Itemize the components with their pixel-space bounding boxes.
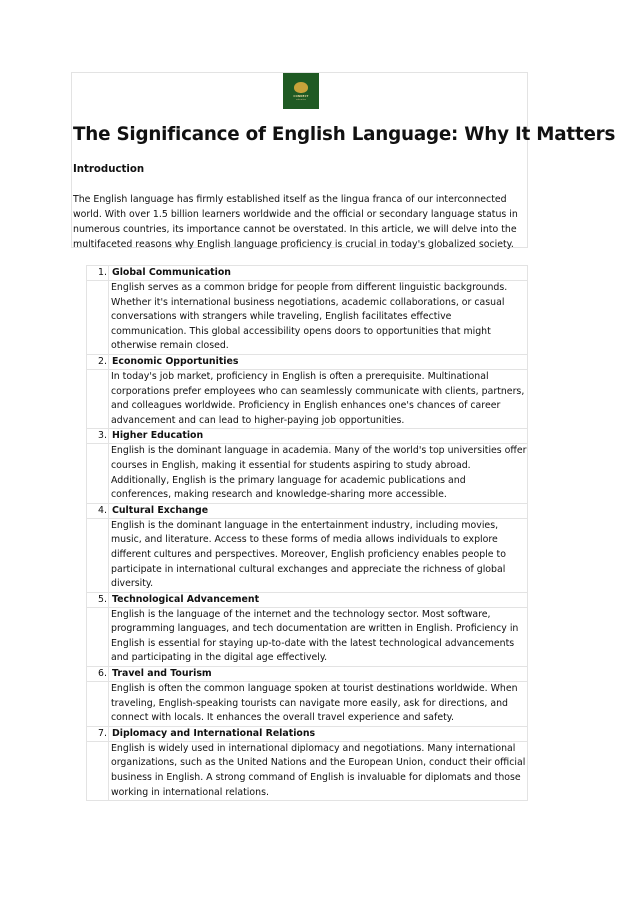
reasons-list <box>86 265 528 801</box>
page-title: The Significance of English Language: Why It Matters <box>73 124 616 145</box>
item-title: Cultural Exchange <box>108 504 208 518</box>
item-number: 1. <box>98 267 107 278</box>
item-number: 7. <box>98 727 107 739</box>
item-number: 6. <box>98 668 107 680</box>
item-text: English is widely used in international diplomacy and negotiations. Many international organizations, such as the United Nations and the European Union, conduct their official business in English. A strong command of English is invaluable for diplomats and those working in international relations. <box>108 742 527 800</box>
item-title: Global Communication <box>108 266 231 280</box>
list-item <box>87 429 527 503</box>
list-item <box>87 667 527 727</box>
item-title: Higher Education <box>108 429 203 443</box>
item-title: Economic Opportunities <box>108 355 238 369</box>
item-title: Diplomacy and International Relations <box>108 727 315 741</box>
list-item <box>87 355 527 429</box>
item-title: Technological Advancement <box>108 593 259 607</box>
intro-paragraph: The English language has firmly established itself as the lingua franca of our interconnected world. With over 1.5 billion learners worldwide and the official or secondary language status in numerous countries, its importance cannot be overstated. In this article, we will delve into the multifaceted reasons why English language proficiency is crucial in today's globalized society. <box>73 194 518 250</box>
list-item <box>87 593 527 667</box>
item-number: 4. <box>98 504 107 516</box>
logo <box>283 73 319 109</box>
item-text: English is often the common language spoken at tourist destinations worldwide. When traveling, English-speaking tourists can navigate more easily, ask for directions, and connect with locals. It enhances the overall travel experience and safety. <box>108 682 527 726</box>
item-text: In today's job market, proficiency in English is often a prerequisite. Multinational corporations prefer employees who can seamlessly communicate with clients, partners, and colleagues worldwide. Proficiency in English enhances one's chances of career advancement and can lead to higher-paying job opportunities. <box>108 370 527 428</box>
logo-name: CONNECT <box>293 94 309 98</box>
brain-icon <box>294 82 308 93</box>
item-number: 3. <box>98 430 107 442</box>
logo-tagline: education <box>296 98 306 101</box>
item-number: 2. <box>98 355 107 367</box>
list-item <box>87 504 527 593</box>
item-number: 5. <box>98 593 107 605</box>
item-text: English is the dominant language in the entertainment industry, including movies, music, and literature. Access to these forms of media allows individuals to explore different cultures and perspectives. Moreover, English proficiency enables people to participate in international cultural exchanges and appreciate the richness of global diversity. <box>108 519 527 592</box>
item-title: Travel and Tourism <box>108 667 212 681</box>
item-text: English serves as a common bridge for people from different linguistic backgrounds. Whether it's international business negotiations, academic collaborations, or casual conversations with strangers while traveling, English facilitates effective communication. This global accessibility opens doors to opportunities that might otherwise remain closed. <box>108 281 527 354</box>
list-item <box>87 727 527 800</box>
item-text: English is the dominant language in academia. Many of the world's top universities offer courses in English, making it essential for students aspiring to study abroad. Additionally, English is the primary language for academic publications and conferences, making research and knowledge-sharing more accessible. <box>108 444 527 502</box>
item-text: English is the language of the internet and the technology sector. Most software, programming languages, and tech documentation are written in English. Proficiency in English is essential for staying up-to-date with the latest technological advancements and participating in the digital age effectively. <box>108 608 527 666</box>
intro-heading: Introduction <box>73 164 145 175</box>
list-item <box>87 266 527 355</box>
